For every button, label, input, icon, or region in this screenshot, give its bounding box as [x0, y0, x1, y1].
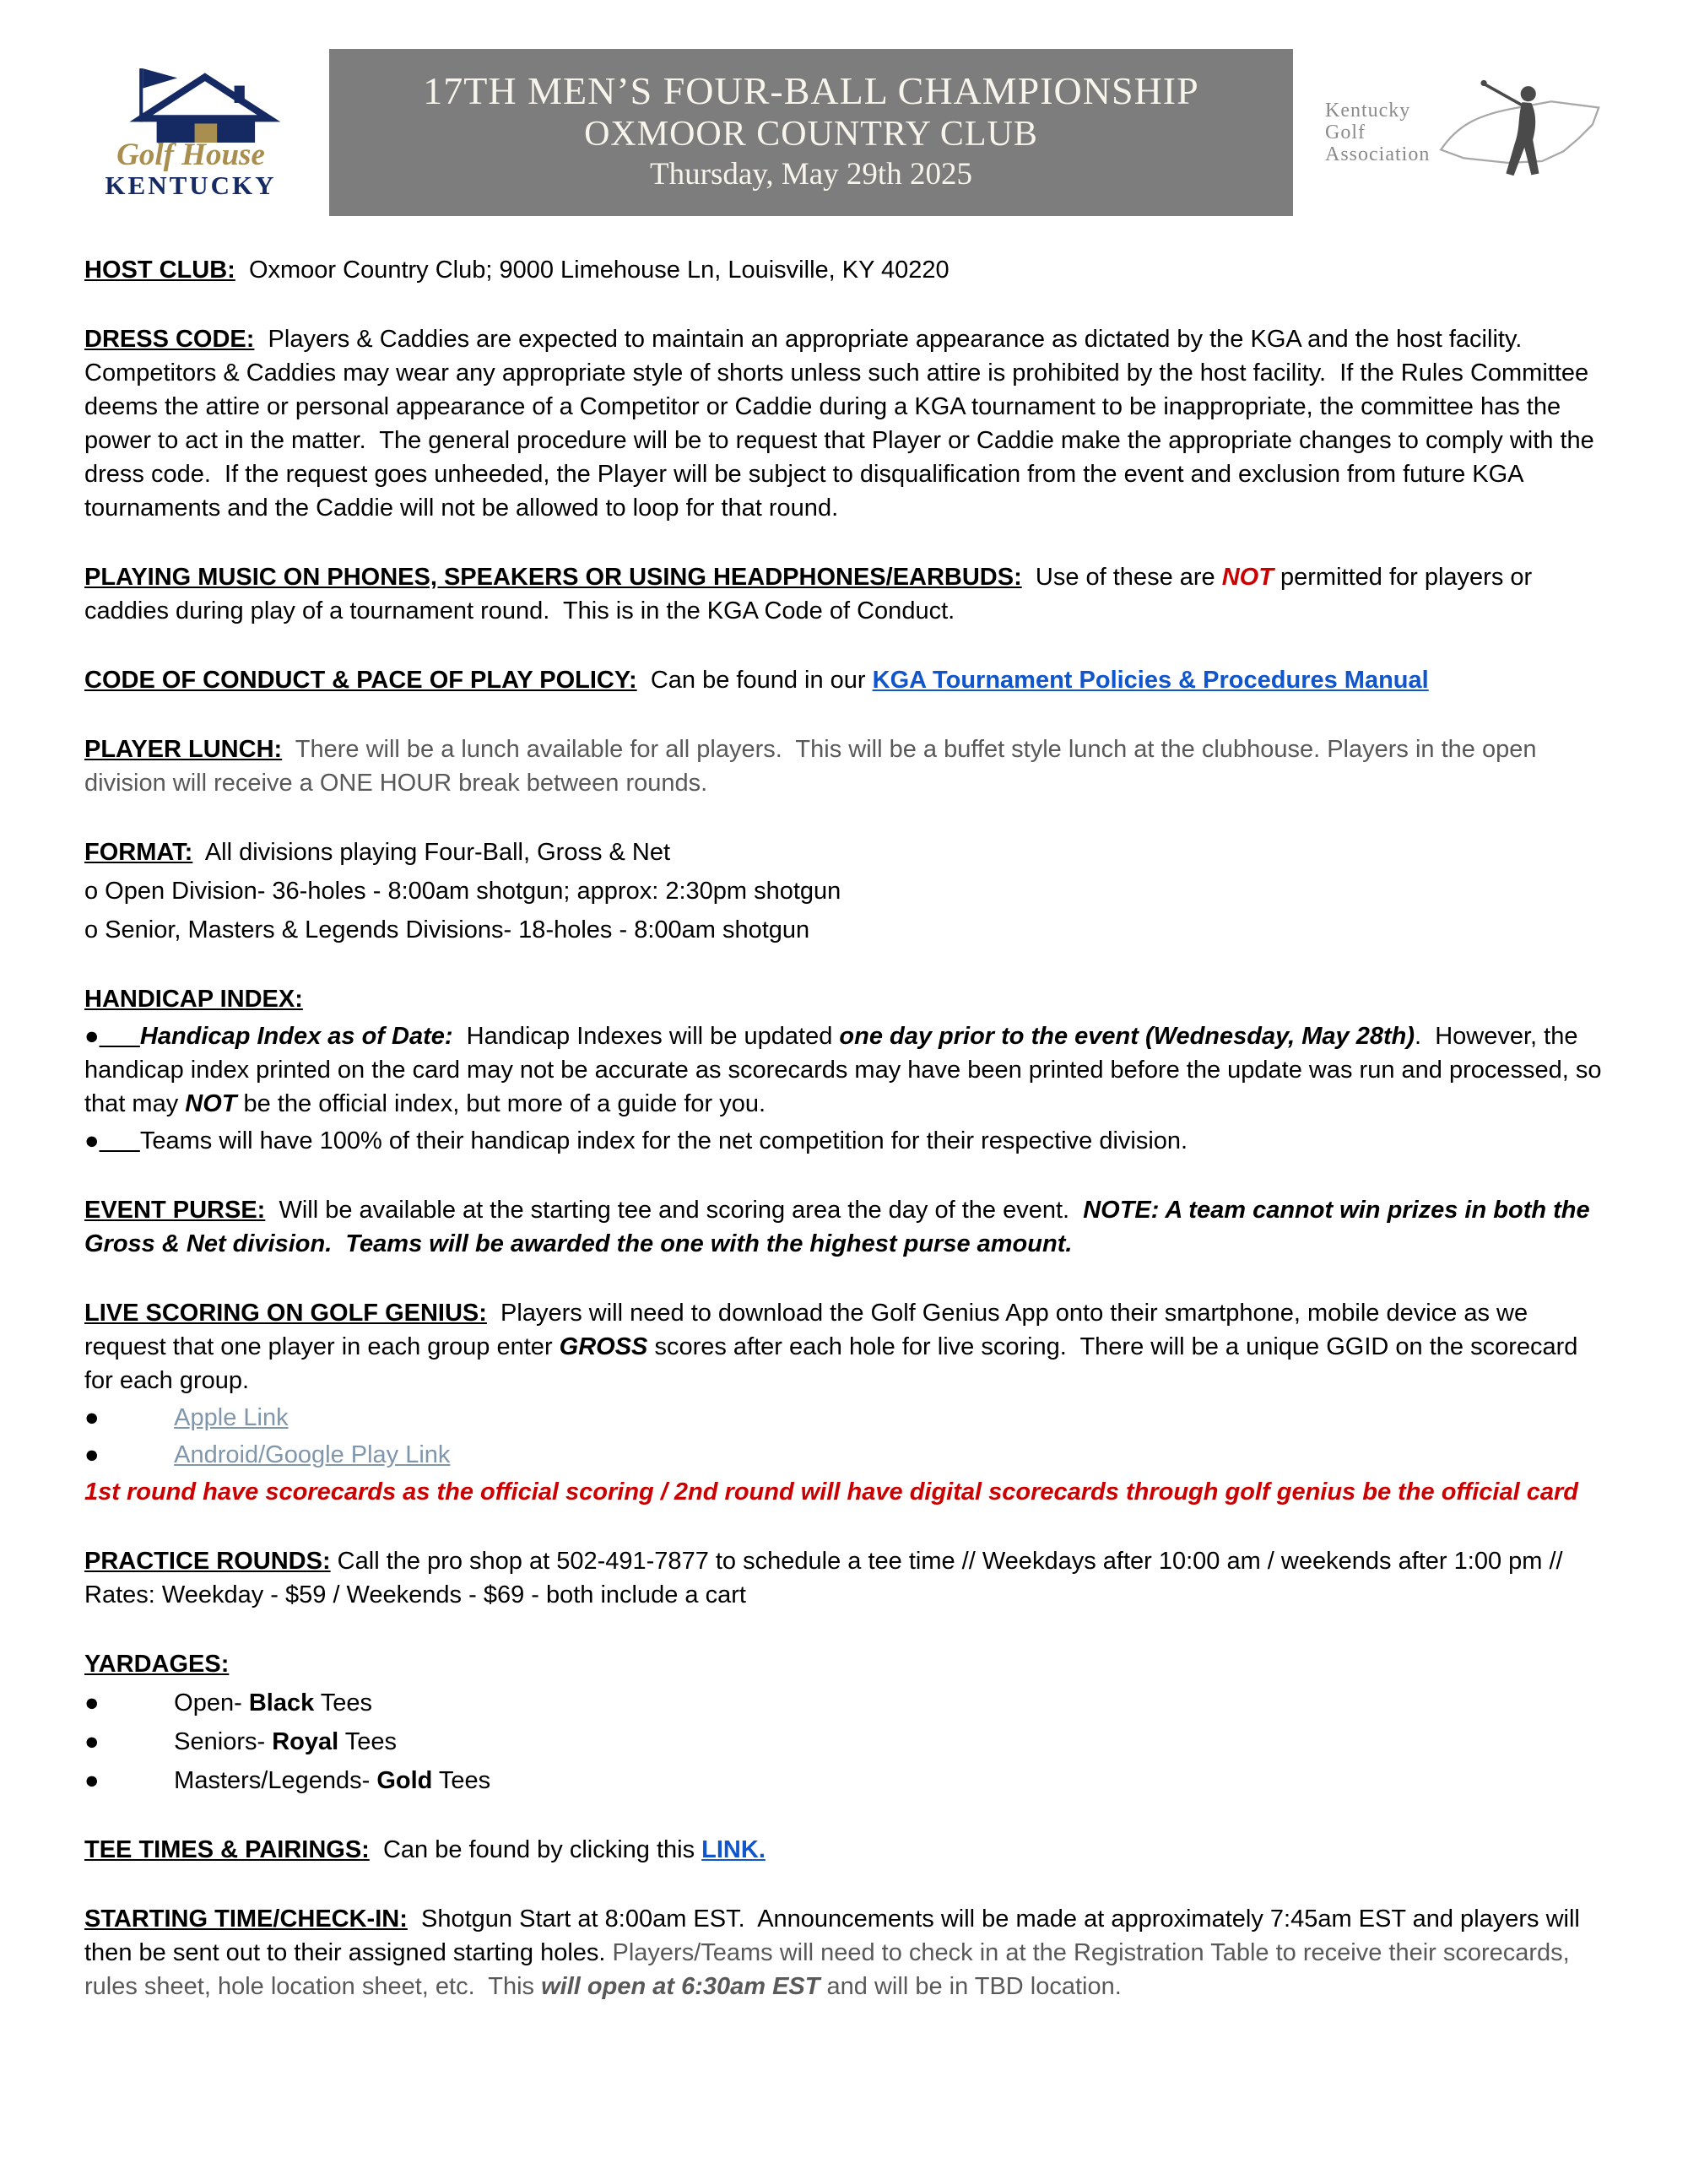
text-run: 1st round have scorecards as the official scoring / 2nd round will have digital scorecards through golf genius be the official card	[84, 1479, 1578, 1506]
dress-code-section	[84, 322, 1604, 525]
text-run: Tees	[432, 1767, 491, 1794]
bullet-icon: ●	[84, 1728, 100, 1755]
bullet-icon: ●	[84, 1441, 100, 1468]
golf-house-logo-icon	[96, 65, 286, 144]
kga-manual-link[interactable]: KGA Tournament Policies & Procedures Manual	[872, 667, 1429, 694]
text-run	[100, 1689, 175, 1716]
event-date: Thursday, May 29th 2025	[650, 157, 972, 192]
apple-link-bullet	[84, 1401, 1604, 1435]
title-banner	[329, 49, 1293, 216]
text-run: Open-	[174, 1689, 249, 1716]
tee-times-link[interactable]: LINK.	[701, 1836, 766, 1863]
text-run	[100, 1441, 175, 1468]
text-run: Players & Caddies are expected to maintain an appropriate appearance as dictated by the KGA and the host facility. Competitors & Caddies may wear any appropriate style of shorts unless such attire is prohibited by the host facility. If the Rules Committee deems the attire or personal appearance of a Competitor or Caddie during a KGA tournament to be inappropriate, the committee has the power to act in the matter. The general procedure will be to request that Player or Caddie make the appropriate changes to comply with the dress code. If the request goes unheeded, the Player will be subject to disqualification from the event and exclusion from future KGA tournaments and the Caddie will not be allowed to loop for that round.	[84, 326, 1601, 522]
text-run	[100, 1767, 175, 1794]
kga-logo-text	[1325, 100, 1430, 165]
yardages-section	[84, 1647, 1604, 1681]
text-run	[100, 1127, 140, 1154]
bullet-icon: ●	[84, 1689, 100, 1716]
text-run: NOTE: A team cannot win prizes in both the Gross & Net division. Teams will be awarded the one with the highest purse amount.	[84, 1197, 1597, 1257]
text-run: be the official index, but more of a guide for you.	[236, 1090, 766, 1117]
text-run: will open at 6:30am EST	[541, 1973, 820, 2000]
bullet-icon: ●	[84, 1023, 100, 1050]
text-run: Black	[248, 1689, 315, 1716]
section-label: STARTING TIME/CHECK-IN:	[84, 1906, 408, 1933]
text-run: o Open Division- 36-holes - 8:00am shotgun; approx: 2:30pm shotgun	[84, 878, 841, 905]
section-label: CODE OF CONDUCT & PACE OF PLAY POLICY:	[84, 667, 637, 694]
text-run	[100, 1404, 175, 1431]
text-run: . However, the handicap index printed on the card may not be accurate as scorecards may have been printed before the update was run and processed, so that may	[84, 1023, 1609, 1117]
kga-text-line3: Association	[1325, 143, 1431, 165]
text-run: Players will need to download the Golf Genius App onto their smartphone, mobile device as we request that one player in each group enter	[84, 1300, 1535, 1360]
yardage-masters	[84, 1764, 1604, 1797]
android-link[interactable]: Android/Google Play Link	[174, 1441, 451, 1468]
text-run: Masters/Legends-	[174, 1767, 377, 1794]
bullet-icon: ●	[84, 1767, 100, 1794]
starting-time-section	[84, 1902, 1604, 2003]
text-run: scores after each hole for live scoring. There will be a unique GGID on the scorecard for each group.	[84, 1333, 1585, 1394]
event-purse-section	[84, 1193, 1604, 1261]
text-run	[100, 1023, 140, 1050]
section-label: PLAYER LUNCH:	[84, 736, 283, 763]
section-label: HANDICAP INDEX:	[84, 986, 303, 1013]
kga-logo	[1325, 73, 1604, 192]
text-run: Players/Teams will need to check in at the Registration Table to receive their scorecards, rules sheet, hole location sheet, etc. This	[84, 1939, 1577, 2000]
text-run: Royal	[272, 1728, 339, 1755]
text-run: Shotgun Start at 8:00am EST. Announcements will be made at approximately 7:45am EST and players will then be sent out to their assigned starting holes.	[84, 1906, 1587, 1966]
code-of-conduct-section	[84, 663, 1604, 697]
text-run: Tees	[338, 1728, 397, 1755]
practice-rounds-section	[84, 1544, 1604, 1612]
host-club-section	[84, 253, 1604, 287]
section-label: HOST CLUB:	[84, 257, 235, 284]
section-label: FORMAT:	[84, 839, 193, 866]
player-lunch-section	[84, 733, 1604, 800]
text-run: Can be found by clicking this	[369, 1836, 702, 1863]
text-run: All divisions playing Four-Ball, Gross & Net	[192, 839, 671, 866]
format-open-division	[84, 874, 1604, 908]
venue-title: OXMOOR COUNTRY CLUB	[584, 115, 1038, 154]
kga-text-line2: Golf	[1325, 122, 1366, 143]
document-body	[84, 253, 1609, 2003]
tee-times-section	[84, 1833, 1604, 1867]
text-run: Oxmoor Country Club; 9000 Limehouse Ln, Louisville, KY 40220	[235, 257, 950, 284]
yardage-seniors	[84, 1725, 1604, 1759]
header	[84, 49, 1604, 216]
text-run: There will be a lunch available for all players. This will be a buffet style lunch at the clubhouse. Players in the open division will receive a ONE HOUR break between rounds.	[84, 736, 1544, 797]
left-logo-title: Golf House	[116, 138, 265, 172]
handicap-bullet-1	[84, 1019, 1609, 1121]
kga-text-line1: Kentucky	[1325, 100, 1411, 122]
text-run: Use of these are	[1021, 564, 1222, 591]
music-policy-section	[84, 560, 1604, 628]
section-label: LIVE SCORING ON GOLF GENIUS:	[84, 1300, 487, 1327]
section-label: EVENT PURSE:	[84, 1197, 266, 1224]
text-run: GROSS	[559, 1333, 648, 1360]
text-run: Will be available at the starting tee and scoring area the day of the event.	[265, 1197, 1084, 1224]
text-run: Handicap Index as of Date:	[139, 1023, 453, 1050]
text-run: Tees	[314, 1689, 373, 1716]
golf-house-kentucky-logo	[84, 65, 297, 200]
text-run	[100, 1728, 175, 1755]
handicap-index-section	[84, 982, 1604, 1016]
text-run: o Senior, Masters & Legends Divisions- 18-holes - 8:00am shotgun	[84, 916, 810, 943]
bullet-icon: ●	[84, 1127, 100, 1154]
text-run: Seniors-	[174, 1728, 273, 1755]
section-label: YARDAGES:	[84, 1651, 230, 1678]
yardage-open	[84, 1686, 1604, 1720]
section-label: DRESS CODE:	[84, 326, 255, 353]
kga-golfer-kentucky-icon	[1435, 73, 1604, 192]
format-senior-divisions	[84, 913, 1604, 947]
section-label: PRACTICE ROUNDS:	[84, 1548, 331, 1575]
text-run: NOT	[185, 1090, 237, 1117]
text-run: Gold	[376, 1767, 433, 1794]
section-label: PLAYING MUSIC ON PHONES, SPEAKERS OR USING HEADPHONES/EARBUDS:	[84, 564, 1022, 591]
section-label: TEE TIMES & PAIRINGS:	[84, 1836, 370, 1863]
text-run: NOT	[1221, 564, 1274, 591]
text-run: Can be found in our	[636, 667, 873, 694]
text-run: permitted for players or caddies during play of a tournament round. This is in the KGA Code of Conduct.	[84, 564, 1539, 624]
text-run: Handicap Indexes will be updated	[452, 1023, 840, 1050]
event-title: 17TH MEN’S FOUR-BALL CHAMPIONSHIP	[423, 69, 1199, 112]
text-run: one day prior to the event (Wednesday, May 28th)	[839, 1023, 1415, 1050]
left-logo-subtitle: KENTUCKY	[105, 170, 277, 200]
text-run: Call the pro shop at 502-491-7877 to schedule a tee time // Weekdays after 10:00 am / weekends after 1:00 pm // Rates: Weekday - $59 / Weekends - $69 - both include a cart	[84, 1548, 1570, 1608]
text-run: and will be in TBD location.	[820, 1973, 1122, 2000]
live-scoring-section	[84, 1296, 1604, 1397]
text-run: Teams will have 100% of their handicap index for the net competition for their respective division.	[139, 1127, 1188, 1154]
format-section	[84, 835, 1604, 869]
bullet-icon: ●	[84, 1404, 100, 1431]
scoring-note	[84, 1475, 1604, 1509]
handicap-bullet-2	[84, 1124, 1604, 1158]
android-link-bullet	[84, 1438, 1604, 1472]
apple-link[interactable]: Apple Link	[174, 1404, 289, 1431]
